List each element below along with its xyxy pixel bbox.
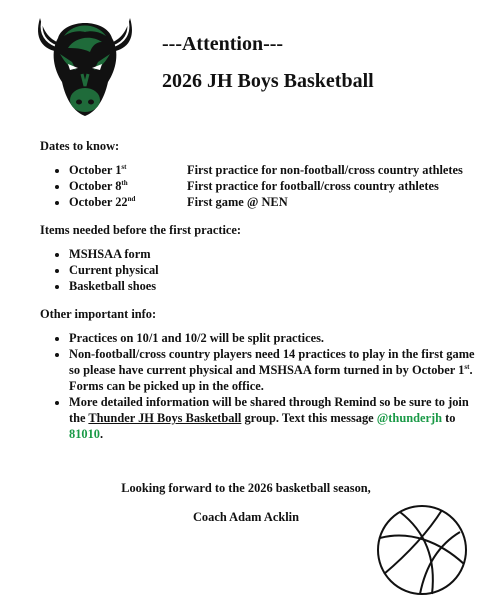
list-item: • Basketball shoes [69,278,480,294]
list-item: • October 1st First practice for non-football/cross country athletes [69,162,480,178]
items-list [40,246,480,294]
attention-heading: ---Attention--- [162,33,284,55]
announcement-body [40,138,480,454]
list-item: • Practices on 10/1 and 10/2 will be split practices. [69,330,480,346]
info-heading: Other important info: [40,307,157,321]
list-item: • More detailed information will be shared through Remind so be sure to join the Thunder JH Boys Basketball group. Text this message @thunderjh to 81010. [69,394,480,442]
remind-group-name: Thunder JH Boys Basketball [88,411,242,425]
remind-code: @thunderjh [376,411,443,425]
signature: Coach Adam Acklin [192,510,300,524]
list-item: • October 22nd First game @ NEN [69,194,480,210]
bison-head-logo-icon [30,8,140,123]
list-item: • Non-football/cross country players need 14 practices to play in the first game so please have current physical and MSHSAA form turned in by October 1st. Forms can be picked up in the office. [69,346,480,394]
list-item: • MSHSAA form [69,246,480,262]
list-item: • October 8th First practice for football/cross country athletes [69,178,480,194]
remind-number: 81010 [69,427,100,441]
page-title: 2026 JH Boys Basketball [162,70,374,92]
list-item: • Current physical [69,262,480,278]
dates-heading: Dates to know: [40,139,120,153]
dates-list [40,162,480,210]
items-heading: Items needed before the first practice: [40,223,242,237]
info-list [40,330,480,442]
basketball-icon [370,502,475,597]
closing-line: Looking forward to the 2026 basketball season, [121,481,371,495]
